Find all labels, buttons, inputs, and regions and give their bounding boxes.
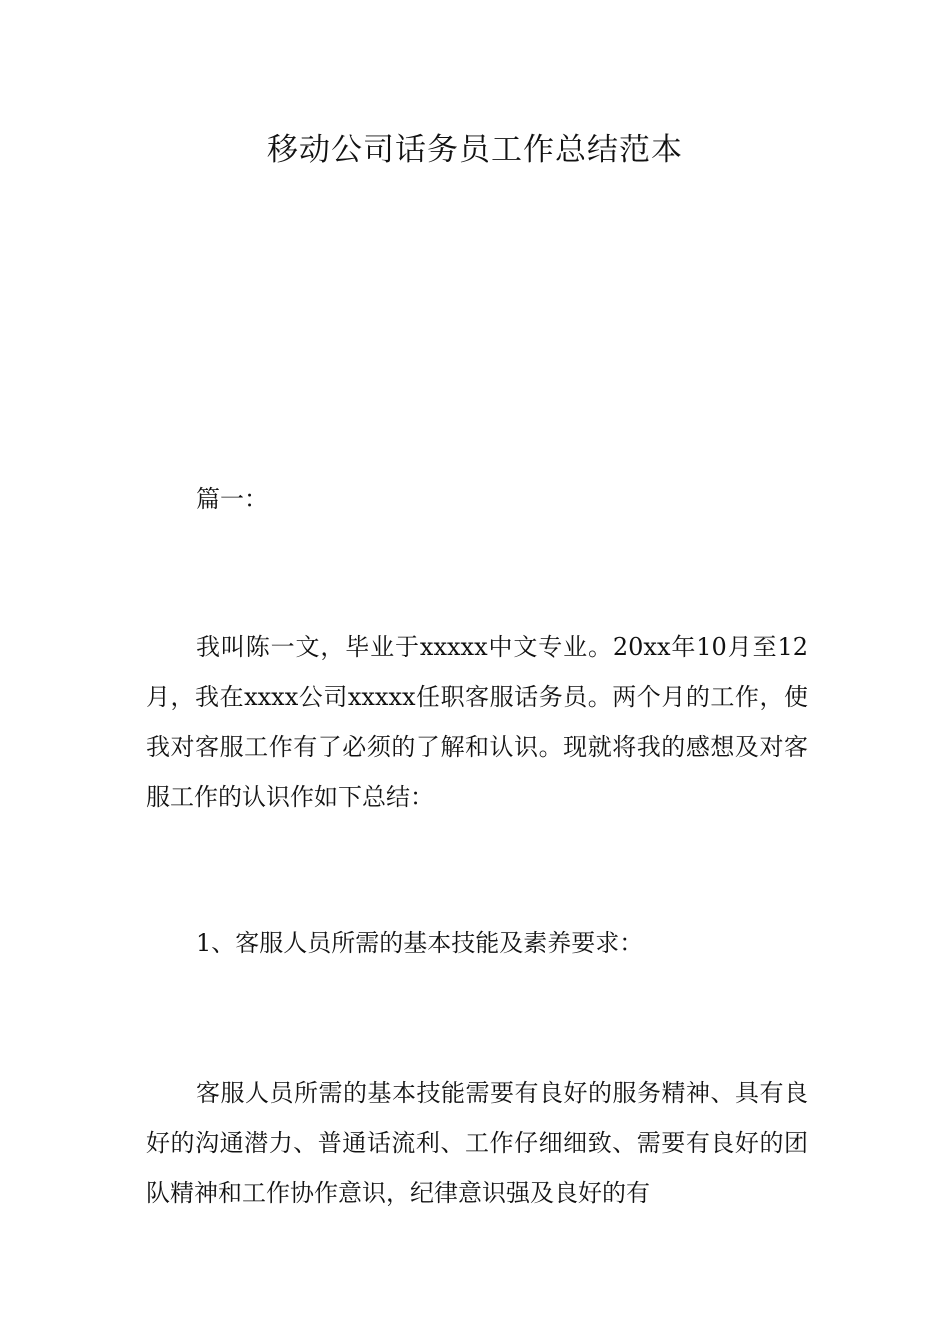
section-heading-skills: 1、客服人员所需的基本技能及素养要求：	[196, 929, 644, 957]
section-heading-part-one: 篇一：	[196, 485, 268, 513]
intro-paragraph: 我叫陈一文，毕业于xxxxx中文专业。20xx年10月至12月，我在xxxx公司xxxxx任职客服话务员。两个月的工作，使我对客服工作有了必须的了解和认识。现就将我的感想及对客服工作的认识作如下总结：	[146, 633, 808, 811]
document-title: 移动公司话务员工作总结范本	[267, 132, 683, 168]
skills-paragraph: 客服人员所需的基本技能需要有良好的服务精神、具有良好的沟通潜力、普通话流利、工作仔细细致、需要有良好的团队精神和工作协作意识，纪律意识强及良好的有	[146, 1079, 808, 1207]
